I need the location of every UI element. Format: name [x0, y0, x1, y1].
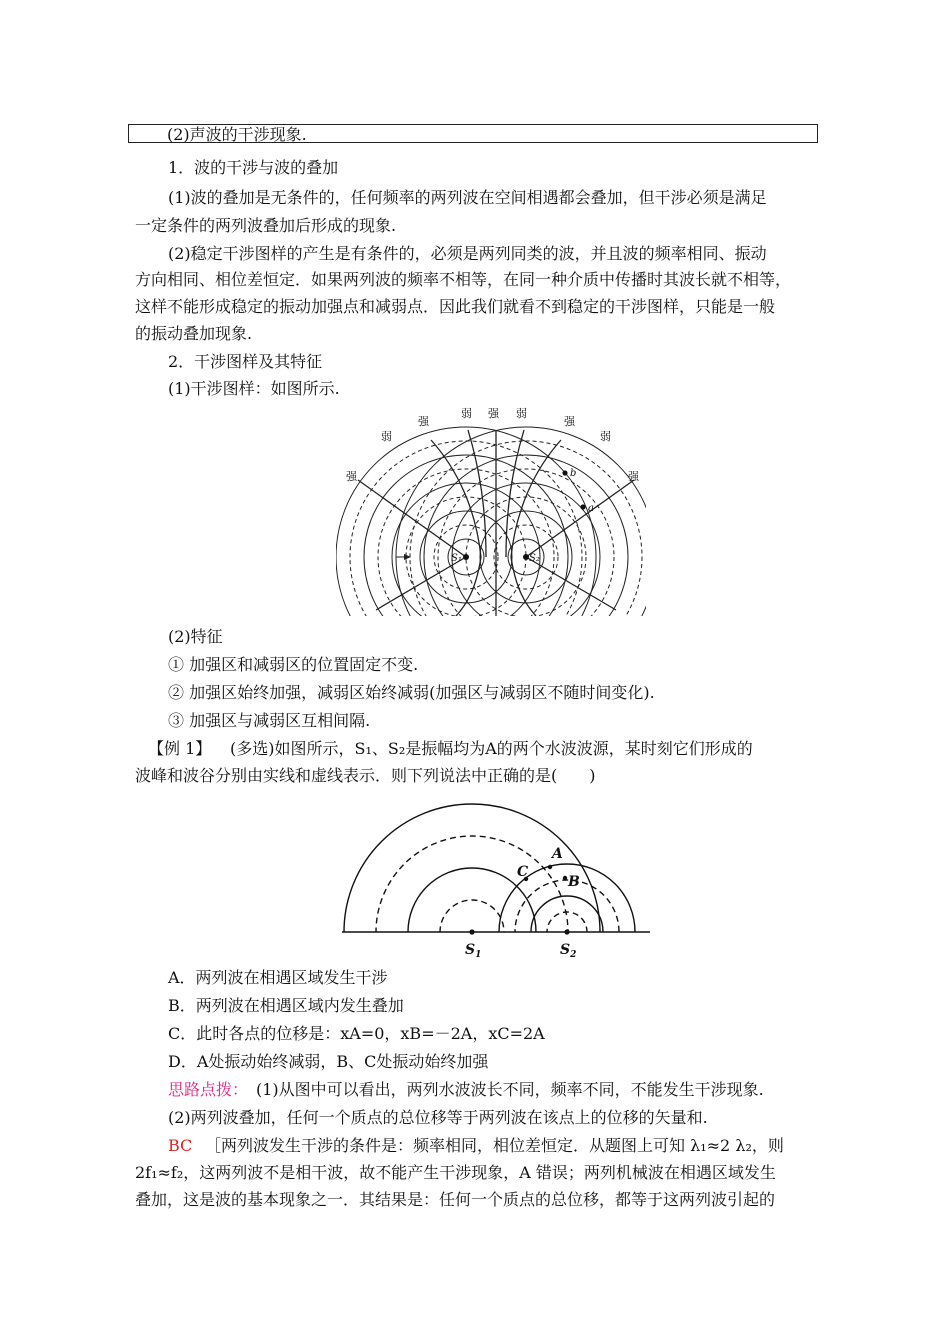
point-b-dot	[562, 470, 567, 475]
paragraph-line: (1)波的叠加是无条件的，任何频率的两列波在空间相遇都会叠加，但干涉必须是满足	[168, 188, 767, 207]
label-weak: 弱	[516, 407, 527, 420]
point-a-dot	[580, 504, 585, 509]
label-weak: 弱	[381, 430, 392, 443]
feature-item: ① 加强区和减弱区的位置固定不变.	[168, 655, 419, 674]
answer-line: 2f₁≈f₂，这两列波不是相干波，故不能产生干涉现象，A 错误；两列机械波在相遇区域发生	[135, 1163, 776, 1182]
s1-wavefronts	[344, 804, 600, 964]
label-b: B	[568, 874, 580, 890]
label-c: C	[517, 864, 529, 880]
hint-line: (2)两列波叠加，任何一个质点的总位移等于两列波在该点上的位移的矢量和.	[168, 1108, 708, 1127]
feature-item: ② 加强区始终加强，减弱区始终减弱(加强区与减弱区不随时间变化).	[168, 683, 655, 702]
option-c: C．此时各点的位移是：xA=0，xB=－2A，xC=2A	[168, 1024, 545, 1043]
s1-dot	[469, 929, 474, 934]
option-a: A．两列波在相遇区域发生干涉	[168, 968, 388, 987]
label-strong: 强	[346, 470, 357, 483]
section2-title: 2．干涉图样及其特征	[168, 352, 323, 371]
svg-text:S2	[560, 942, 576, 960]
answer-line: 叠加，这是波的基本现象之一．其结果是：任何一个质点的总位移，都等于这两列波引起的	[135, 1190, 776, 1209]
label-weak: 弱	[461, 407, 472, 420]
paragraph-line: 方向相同、相位差恒定．如果两列波的频率不相等，在同一种介质中传播时其波长就不相等，	[135, 270, 792, 289]
answer-line: ［两列波发生干涉的条件是：频率相同，相位差恒定．从题图上可知 λ₁≈2 λ₂，则	[205, 1136, 784, 1155]
label-s2-sub: 2	[570, 950, 577, 960]
label-s2: S	[560, 942, 571, 958]
s2-wavefronts	[396, 427, 646, 620]
label-strong: 强	[488, 407, 499, 420]
label-strong: 强	[564, 415, 575, 428]
two-sources-figure	[330, 794, 660, 964]
svg-text:S1	[465, 942, 481, 960]
features-title: (2)特征	[168, 627, 223, 646]
section1-title: 1．波的干涉与波的叠加	[168, 158, 339, 177]
s2-dot	[564, 929, 569, 934]
label-strong: 强	[418, 415, 429, 428]
boxed-heading: (2)声波的干涉现象.	[128, 124, 818, 143]
label-s1: S	[465, 942, 476, 958]
point-b-dot	[563, 876, 567, 880]
paragraph-line: (1)干涉图样：如图所示.	[168, 379, 340, 398]
answer-label: BC	[168, 1136, 193, 1155]
option-d: D．A处振动始终减弱，B、C处振动始终加强	[168, 1052, 489, 1071]
label-weak: 弱	[600, 430, 611, 443]
label-a: A	[552, 846, 563, 862]
example-question-line: (多选)如图所示，S₁、S₂是振幅均为A的两个水波波源，某时刻它们形成的	[230, 739, 753, 758]
feature-item: ③ 加强区与减弱区互相间隔.	[168, 711, 371, 730]
paragraph-line: 的振动叠加现象.	[135, 324, 253, 343]
paragraph-line: 一定条件的两列波叠加后形成的现象.	[135, 216, 397, 235]
label-s2: S₂	[529, 553, 540, 564]
option-b: B．两列波在相遇区域内发生叠加	[168, 996, 404, 1015]
label-strong: 强	[628, 470, 639, 483]
s1-source-dot	[463, 554, 469, 560]
label-b: b	[570, 468, 577, 479]
example-tag: 【例 1】	[148, 739, 212, 758]
label-s1: S₁	[451, 553, 462, 564]
paragraph-line: 这样不能形成稳定的振动加强点和减弱点．因此我们就看不到稳定的干涉图样，只能是一般	[135, 297, 776, 316]
example-question-line: 波峰和波谷分别由实线和虚线表示．则下列说法中正确的是( )	[135, 766, 596, 785]
hint-line: (1)从图中可以看出，两列水波波长不同，频率不同，不能发生干涉现象.	[256, 1080, 764, 1099]
hint-label: 思路点拨：	[168, 1080, 249, 1099]
paragraph-line: (2)稳定干涉图样的产生是有条件的，必须是两列同类的波，并且波的频率相同、振动	[168, 244, 767, 263]
interference-pattern-figure	[336, 400, 646, 620]
label-a: a	[588, 503, 594, 514]
label-s1-sub: 1	[475, 950, 482, 960]
point-a-dot	[548, 865, 552, 869]
